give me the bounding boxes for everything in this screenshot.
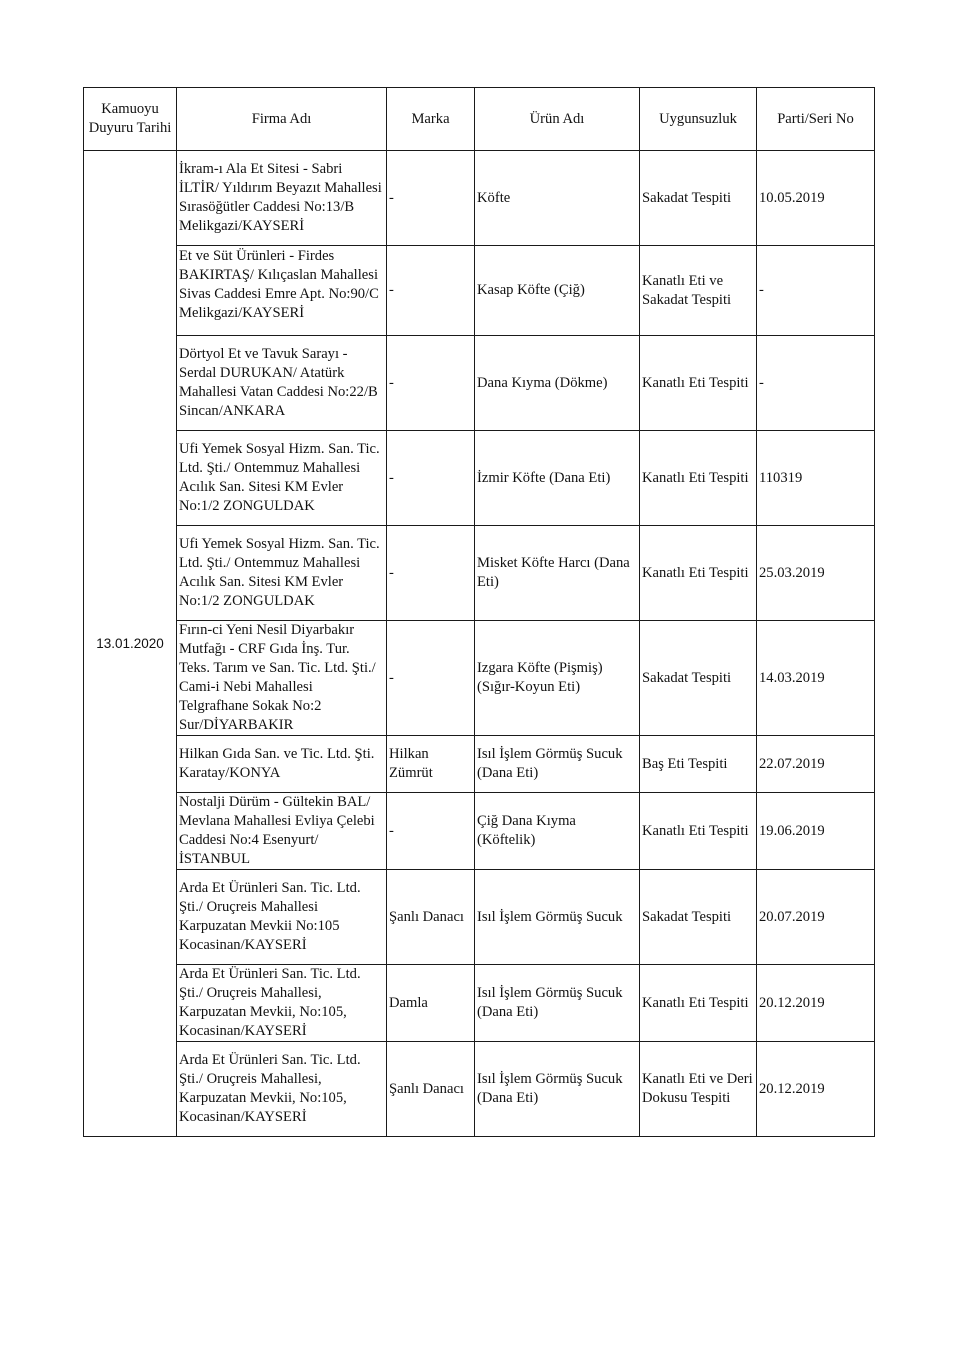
brand: -: [387, 621, 475, 736]
brand: -: [387, 151, 475, 246]
header-date: Kamuoyu Duyuru Tarihi: [84, 88, 177, 151]
firm-name: Arda Et Ürünleri San. Tic. Ltd. Şti./ Oruçreis Mahallesi Karpuzatan Mevkii No:105 Kocasinan/KAYSERİ: [177, 870, 387, 965]
table-row: [84, 151, 875, 246]
product-name: Isıl İşlem Görmüş Sucuk (Dana Eti): [475, 1042, 640, 1137]
nonconformity: Kanatlı Eti Tespiti: [640, 431, 757, 526]
lot-number: 20.12.2019: [757, 965, 875, 1042]
firm-name: Ufi Yemek Sosyal Hizm. San. Tic. Ltd. Şti./ Ontemmuz Mahallesi Acılık San. Sitesi KM Evler No:1/2 ZONGULDAK: [177, 526, 387, 621]
product-name: Kasap Köfte (Çiğ): [475, 246, 640, 336]
lot-number: 25.03.2019: [757, 526, 875, 621]
brand: Şanlı Danacı: [387, 870, 475, 965]
nonconformity: Sakadat Tespiti: [640, 870, 757, 965]
product-name: Dana Kıyma (Dökme): [475, 336, 640, 431]
table-row: [84, 793, 875, 870]
table-body: [84, 151, 875, 1137]
table-row: [84, 870, 875, 965]
table-row: [84, 1042, 875, 1137]
nonconformity: Kanatlı Eti Tespiti: [640, 793, 757, 870]
firm-name: Arda Et Ürünleri San. Tic. Ltd. Şti./ Oruçreis Mahallesi, Karpuzatan Mevkii, No:105, Kocasinan/KAYSERİ: [177, 965, 387, 1042]
brand: -: [387, 793, 475, 870]
header-firm: Firma Adı: [177, 88, 387, 151]
table-row: [84, 246, 875, 336]
brand: -: [387, 431, 475, 526]
product-name: Isıl İşlem Görmüş Sucuk (Dana Eti): [475, 736, 640, 793]
nonconformity: Baş Eti Tespiti: [640, 736, 757, 793]
nonconformity: Kanatlı Eti ve Sakadat Tespiti: [640, 246, 757, 336]
brand: Şanlı Danacı: [387, 1042, 475, 1137]
product-name: Isıl İşlem Görmüş Sucuk (Dana Eti): [475, 965, 640, 1042]
public-notice-table: [83, 87, 875, 1137]
table-row: [84, 621, 875, 736]
firm-name: [177, 246, 387, 336]
firm-name: Ufi Yemek Sosyal Hizm. San. Tic. Ltd. Şti./ Ontemmuz Mahallesi Acılık San. Sitesi KM Evler No:1/2 ZONGULDAK: [177, 431, 387, 526]
product-name: Izgara Köfte (Pişmiş) (Sığır-Koyun Eti): [475, 621, 640, 736]
header-product: Ürün Adı: [475, 88, 640, 151]
firm-name-text: Et ve Süt Ürünleri - Firdes BAKIRTAŞ/ Kılıçaslan Mahallesi Sivas Caddesi Emre Apt. No:90/C Melikgazi/KAYSERİ: [179, 247, 379, 321]
brand: Hilkan Zümrüt: [387, 736, 475, 793]
firm-name: İkram-ı Ala Et Sitesi - Sabri İLTİR/ Yıldırım Beyazıt Mahallesi Sırasöğütler Caddesi No:13/B Melikgazi/KAYSERİ: [177, 151, 387, 246]
table-row: [84, 431, 875, 526]
announcement-date: 13.01.2020: [84, 151, 177, 1137]
brand: Damla: [387, 965, 475, 1042]
firm-name: Hilkan Gıda San. ve Tic. Ltd. Şti. Karatay/KONYA: [177, 736, 387, 793]
product-name: Isıl İşlem Görmüş Sucuk: [475, 870, 640, 965]
brand: -: [387, 526, 475, 621]
header-brand: Marka: [387, 88, 475, 151]
table-row: [84, 965, 875, 1042]
product-name: Köfte: [475, 151, 640, 246]
table-header: [84, 88, 875, 151]
table-row: [84, 336, 875, 431]
firm-name: Dörtyol Et ve Tavuk Sarayı - Serdal DURUKAN/ Atatürk Mahallesi Vatan Caddesi No:22/B Sincan/ANKARA: [177, 336, 387, 431]
lot-number: 20.12.2019: [757, 1042, 875, 1137]
lot-number: 110319: [757, 431, 875, 526]
product-name: İzmir Köfte (Dana Eti): [475, 431, 640, 526]
nonconformity: Kanatlı Eti ve Deri Dokusu Tespiti: [640, 1042, 757, 1137]
header-issue: Uygunsuzluk: [640, 88, 757, 151]
table-row: [84, 736, 875, 793]
lot-number: 22.07.2019: [757, 736, 875, 793]
product-name: Misket Köfte Harcı (Dana Eti): [475, 526, 640, 621]
lot-number: -: [757, 336, 875, 431]
lot-number: 20.07.2019: [757, 870, 875, 965]
table-row: [84, 526, 875, 621]
nonconformity: Kanatlı Eti Tespiti: [640, 336, 757, 431]
lot-number: 14.03.2019: [757, 621, 875, 736]
lot-number: 19.06.2019: [757, 793, 875, 870]
firm-name: Arda Et Ürünleri San. Tic. Ltd. Şti./ Oruçreis Mahallesi, Karpuzatan Mevkii, No:105, Kocasinan/KAYSERİ: [177, 1042, 387, 1137]
firm-name: Fırın-ci Yeni Nesil Diyarbakır Mutfağı - CRF Gıda İnş. Tur. Teks. Tarım ve San. Tic. Ltd. Şti./ Cami-i Nebi Mahallesi Telgrafhane Sokak No:2 Sur/DİYARBAKIR: [177, 621, 387, 736]
header-lot: Parti/Seri No: [757, 88, 875, 151]
firm-name: Nostalji Dürüm - Gültekin BAL/ Mevlana Mahallesi Evliya Çelebi Caddesi No:4 Esenyurt/İSTANBUL: [177, 793, 387, 870]
nonconformity: Sakadat Tespiti: [640, 151, 757, 246]
product-name: Çiğ Dana Kıyma (Köftelik): [475, 793, 640, 870]
lot-number: -: [757, 246, 875, 336]
brand: -: [387, 246, 475, 336]
nonconformity: Sakadat Tespiti: [640, 621, 757, 736]
header-row: [84, 88, 875, 151]
nonconformity: Kanatlı Eti Tespiti: [640, 965, 757, 1042]
nonconformity: Kanatlı Eti Tespiti: [640, 526, 757, 621]
brand: -: [387, 336, 475, 431]
lot-number: 10.05.2019: [757, 151, 875, 246]
